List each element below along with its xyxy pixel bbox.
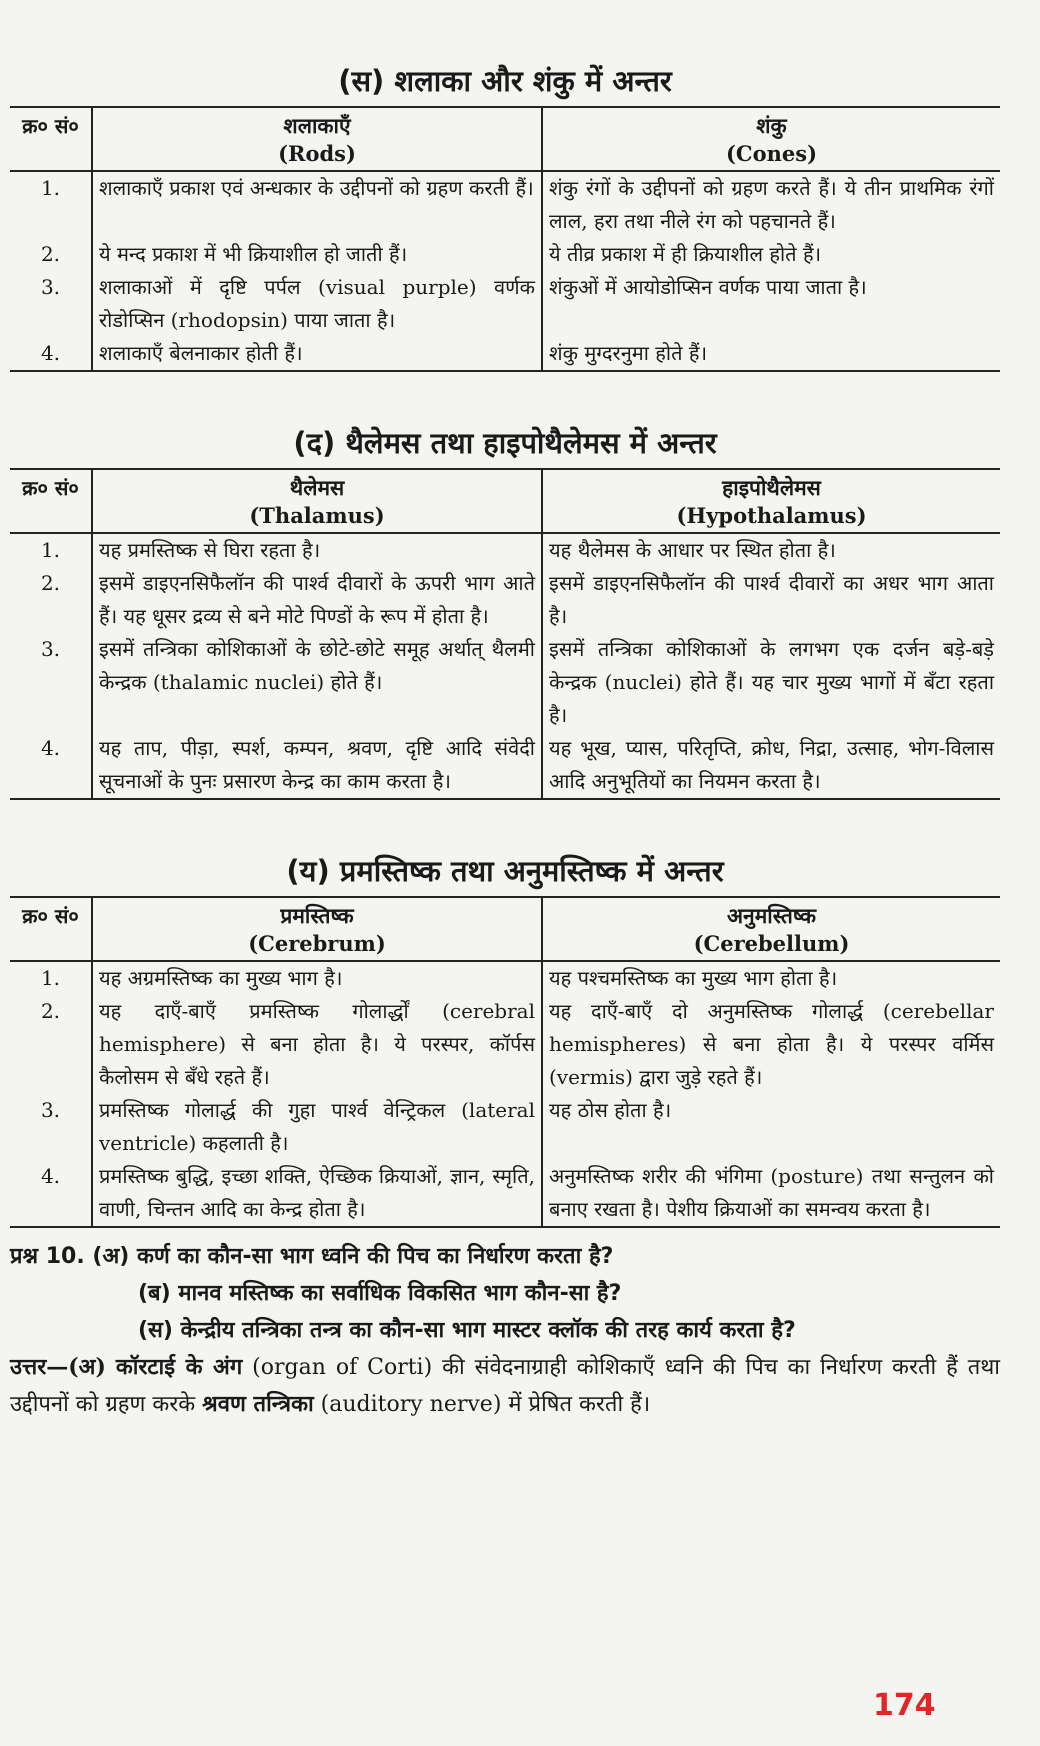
table-row bbox=[10, 732, 1000, 799]
table-row bbox=[10, 995, 1000, 1094]
row-number: 3. bbox=[40, 637, 61, 661]
answer-label: उत्तर—(अ) bbox=[10, 1354, 106, 1380]
serial-header: क्र० सं० bbox=[10, 107, 92, 171]
table-row bbox=[10, 533, 1000, 567]
cell-thalamus: यह प्रमस्तिष्क से घिरा रहता है। bbox=[92, 533, 542, 567]
cell-rods: ये मन्द प्रकाश में भी क्रियाशील हो जाती हैं। bbox=[92, 238, 542, 271]
table-row bbox=[10, 271, 1000, 337]
column-header-rods bbox=[92, 107, 542, 171]
cell-cerebellum: यह दाएँ-बाएँ दो अनुमस्तिष्क गोलार्द्ध (cerebellar hemispheres) से बना होता है। ये परस्पर वर्मिस (vermis) द्वारा जुड़े रहते हैं। bbox=[542, 995, 1000, 1094]
header-label-en: (Thalamus) bbox=[249, 503, 385, 528]
header-label-en: (Cerebrum) bbox=[248, 931, 386, 956]
answer-keyword-auditory-nerve: श्रवण तन्त्रिका bbox=[202, 1391, 314, 1417]
row-number: 2. bbox=[40, 571, 61, 595]
header-label-en: (Rods) bbox=[278, 141, 356, 166]
comparison-table-rods-cones bbox=[10, 106, 1000, 372]
cell-cerebrum: यह दाएँ-बाएँ प्रमस्तिष्क गोलार्द्धों (cerebral hemisphere) से बना होता है। ये परस्पर, कॉर्पस कैलोसम से बँधे रहते हैं। bbox=[92, 995, 542, 1094]
question-part-c: (स) केन्द्रीय तन्त्रिका तन्त्र का कौन-सा भाग मास्टर क्लॉक की तरह कार्य करता है? bbox=[138, 1318, 796, 1343]
column-header-hypothalamus bbox=[542, 469, 1000, 533]
row-number: 4. bbox=[40, 736, 61, 760]
question-part-a: (अ) कर्ण का कौन-सा भाग ध्वनि की पिच का निर्धारण करता है? bbox=[92, 1244, 614, 1269]
cell-rods: शलाकाओं में दृष्टि पर्पल (visual purple) वर्णक रोडोप्सिन (rhodopsin) पाया जाता है। bbox=[92, 271, 542, 337]
answer-text: (organ of Corti) की संवेदनाग्राही कोशिकाएँ ध्वनि की पिच का निर्धारण करती हैं तथा उद्दीपनों को ग्रहण करके bbox=[10, 1355, 1000, 1417]
cell-cones: शंकु मुग्दरनुमा होते हैं। bbox=[542, 337, 1000, 371]
question-answer-block bbox=[10, 1238, 1000, 1423]
row-number: 2. bbox=[40, 242, 61, 266]
answer-paragraph bbox=[10, 1349, 1000, 1423]
table-header bbox=[10, 897, 1000, 961]
cell-cones: शंकुओं में आयोडोप्सिन वर्णक पाया जाता है। bbox=[542, 271, 1000, 337]
cell-hypothalamus: इसमें डाइएनसिफैलॉन की पार्श्व दीवारों का अधर भाग आता है। bbox=[542, 567, 1000, 633]
row-number: 1. bbox=[40, 538, 61, 562]
row-number: 2. bbox=[40, 999, 61, 1023]
cell-cerebrum: प्रमस्तिष्क बुद्धि, इच्छा शक्ति, ऐच्छिक क्रियाओं, ज्ञान, स्मृति, वाणी, चिन्तन आदि का केन्द्र होता है। bbox=[92, 1160, 542, 1227]
cell-thalamus: इसमें डाइएनसिफैलॉन की पार्श्व दीवारों के ऊपरी भाग आते हैं। यह धूसर द्रव्य से बने मोटे पिण्डों के रूप में होता है। bbox=[92, 567, 542, 633]
section-title: (द) थैलेमस तथा हाइपोथैलेमस में अन्तर bbox=[293, 426, 717, 460]
serial-header: क्र० सं० bbox=[10, 897, 92, 961]
cell-cerebrum: यह अग्रमस्तिष्क का मुख्य भाग है। bbox=[92, 961, 542, 995]
table-row bbox=[10, 337, 1000, 371]
cell-hypothalamus: यह भूख, प्यास, परितृप्ति, क्रोध, निद्रा, उत्साह, भोग-विलास आदि अनुभूतियों का नियमन करता है। bbox=[542, 732, 1000, 799]
header-label: हाइपोथैलेमस bbox=[722, 476, 821, 500]
table-row bbox=[10, 633, 1000, 732]
column-header-cerebrum bbox=[92, 897, 542, 961]
question-line bbox=[10, 1238, 1000, 1275]
cell-hypothalamus: यह थैलेमस के आधार पर स्थित होता है। bbox=[542, 533, 1000, 567]
column-header-cerebellum bbox=[542, 897, 1000, 961]
table-row bbox=[10, 1094, 1000, 1160]
cell-cones: ये तीव्र प्रकाश में ही क्रियाशील होते हैं। bbox=[542, 238, 1000, 271]
comparison-table-cerebrum-cerebellum bbox=[10, 896, 1000, 1228]
question-part-b: (ब) मानव मस्तिष्क का सर्वाधिक विकसित भाग कौन-सा है? bbox=[138, 1281, 622, 1306]
row-number: 3. bbox=[40, 275, 61, 299]
header-label-en: (Cones) bbox=[725, 141, 818, 166]
table-row bbox=[10, 961, 1000, 995]
cell-cerebellum: यह ठोस होता है। bbox=[542, 1094, 1000, 1160]
comparison-table-thalamus-hypothalamus bbox=[10, 468, 1000, 800]
cell-cerebellum: अनुमस्तिष्क शरीर की भंगिमा (posture) तथा सन्तुलन को बनाए रखता है। पेशीय क्रियाओं का समन्वय करता है। bbox=[542, 1160, 1000, 1227]
row-number: 1. bbox=[40, 966, 61, 990]
section-title: (स) शलाका और शंकु में अन्तर bbox=[338, 64, 672, 98]
answer-keyword-organ-of-corti: कॉरटाई के अंग bbox=[115, 1354, 243, 1380]
serial-header: क्र० सं० bbox=[10, 469, 92, 533]
cell-cones: शंकु रंगों के उद्दीपनों को ग्रहण करते हैं। ये तीन प्राथमिक रंगों लाल, हरा तथा नीले रंग को पहचानते हैं। bbox=[542, 171, 1000, 238]
header-label-en: (Hypothalamus) bbox=[676, 503, 867, 528]
answer-text: (auditory nerve) में प्रेषित करती हैं। bbox=[313, 1392, 651, 1417]
row-number: 1. bbox=[40, 176, 61, 200]
cell-rods: शलाकाएँ बेलनाकार होती हैं। bbox=[92, 337, 542, 371]
header-label: शंकु bbox=[756, 114, 787, 138]
section-title: (य) प्रमस्तिष्क तथा अनुमस्तिष्क में अन्तर bbox=[286, 854, 724, 888]
header-label: प्रमस्तिष्क bbox=[280, 904, 354, 928]
header-label-en: (Cerebellum) bbox=[693, 931, 850, 956]
table-row bbox=[10, 238, 1000, 271]
cell-hypothalamus: इसमें तन्त्रिका कोशिकाओं के लगभग एक दर्जन बड़े-बड़े केन्द्रक (nuclei) होते हैं। यह चार मुख्य भागों में बँटा रहता है। bbox=[542, 633, 1000, 732]
table-row bbox=[10, 171, 1000, 238]
table-header bbox=[10, 469, 1000, 533]
column-header-cones bbox=[542, 107, 1000, 171]
cell-cerebellum: यह पश्चमस्तिष्क का मुख्य भाग होता है। bbox=[542, 961, 1000, 995]
header-label: शलाकाएँ bbox=[283, 114, 351, 138]
table-header bbox=[10, 107, 1000, 171]
row-number: 4. bbox=[40, 341, 61, 365]
row-number: 4. bbox=[40, 1164, 61, 1188]
cell-thalamus: इसमें तन्त्रिका कोशिकाओं के छोटे-छोटे समूह अर्थात् थैलमी केन्द्रक (thalamic nuclei) होते हैं। bbox=[92, 633, 542, 732]
cell-cerebrum: प्रमस्तिष्क गोलार्द्ध की गुहा पार्श्व वेन्ट्रिकल (lateral ventricle) कहलाती है। bbox=[92, 1094, 542, 1160]
cell-rods: शलाकाएँ प्रकाश एवं अन्धकार के उद्दीपनों को ग्रहण करती हैं। bbox=[92, 171, 542, 238]
table-row bbox=[10, 567, 1000, 633]
row-number: 3. bbox=[40, 1098, 61, 1122]
table-row bbox=[10, 1160, 1000, 1227]
question-label: प्रश्न 10. bbox=[10, 1244, 85, 1269]
page-number: 174 bbox=[873, 1688, 936, 1723]
column-header-thalamus bbox=[92, 469, 542, 533]
header-label: अनुमस्तिष्क bbox=[727, 904, 816, 928]
header-label: थैलेमस bbox=[289, 476, 345, 500]
cell-thalamus: यह ताप, पीड़ा, स्पर्श, कम्पन, श्रवण, दृष्टि आदि संवेदी सूचनाओं के पुनः प्रसारण केन्द्र का काम करता है। bbox=[92, 732, 542, 799]
page bbox=[10, 0, 1000, 1423]
